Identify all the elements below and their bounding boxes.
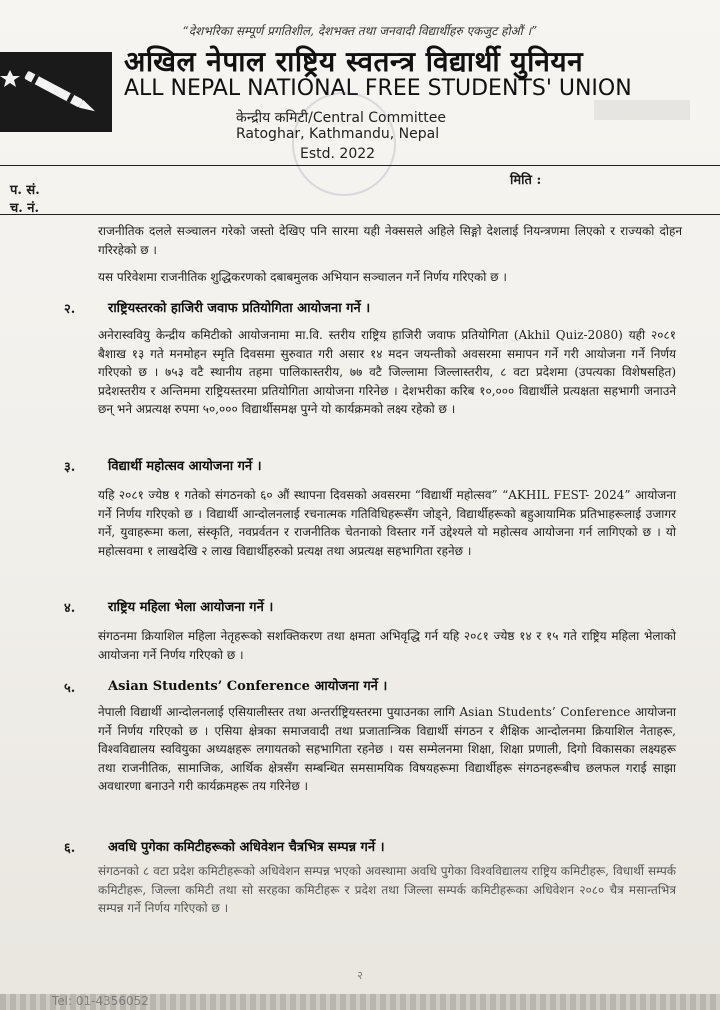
committee-line: केन्द्रीय कमिटी/Central Committee: [236, 110, 446, 126]
org-name-nepali: अखिल नेपाल राष्ट्रिय स्वतन्त्र विद्यार्थी युनियन: [124, 45, 584, 78]
section-number: २.: [64, 302, 76, 317]
header-divider: [0, 165, 720, 166]
date-label: मिति :: [510, 173, 542, 188]
section-heading: राष्ट्रिय महिला भेला आयोजना गर्ने ।: [108, 600, 274, 615]
intro-paragraph: राजनीतिक दलले सञ्चालन गरेको जस्तो देखिए पनि सारमा यही नेक्ससले अहिले सिङ्गो देशलाई नियन्त्रणमा लिएको र राज्यको दोहन गरिरहेको छ ।: [98, 224, 682, 257]
established-line: Estd. 2022: [300, 146, 376, 162]
section-number: ३.: [64, 460, 76, 475]
slogan: “देशभरिका सम्पूर्ण प्रगतिशील, देशभक्त तथा जनवादी विद्यार्थीहरु एकजुट होऔं ।”: [182, 24, 538, 38]
section-number: ५.: [64, 681, 76, 696]
section-heading: राष्ट्रियस्तरको हाजिरी जवाफ प्रतियोगिता आयोजना गर्ने ।: [108, 301, 371, 316]
section-body: संगठनमा क्रियाशिल महिला नेतृहरूको सशक्तिकरण तथा क्षमता अभिवृद्धि गर्न यहि २०८१ ज्येष्ठ १४ र १५ गते राष्ट्रिय महिला भेलाको आयोजना गर्ने निर्णय गरिएको छ ।: [98, 629, 676, 662]
pen-logo-icon: [0, 52, 112, 132]
section-heading: अवधि पुगेका कमिटीहरूको अधिवेशन चैत्रभित्र सम्पन्न गर्ने ।: [108, 840, 385, 855]
section-number: ६.: [64, 841, 76, 856]
page-number: २: [357, 969, 363, 982]
faint-stamp-mark: [594, 100, 690, 120]
section-number: ४.: [64, 601, 76, 616]
section-body: यहि २०८१ ज्येष्ठ १ गतेको संगठनको ६० औं स्थापना दिवसको अवसरमा “विद्यार्थी महोत्सव” “AKHIL FEST- 2024” आयोजना गर्ने निर्णय गरिएको छ । विद्यार्थी आन्दोलनलाई रचनात्मक गतिविधिहरूसँग जोड्ने, विद्यार्थीहरूको बहुआयामिक प्रतिभाहरूलाई उजागर गर्ने, युवाहरूमा कला, संस्कृति, नवप्रर्वतन र राजनीतिक चेतनाको विस्तार गर्ने उद्देश्यले यो महोत्सव आयोजना गर्न लागिएको छ । यो महोत्सवमा १ लाखदेखि २ लाख विद्यार्थीहरुको प्रत्यक्ष तथा अप्रत्यक्ष सहभागिता रहनेछ ।: [98, 488, 676, 558]
section-heading: विद्यार्थी महोत्सव आयोजना गर्ने ।: [108, 459, 262, 474]
footer-telephone: Tel: 01-4356052: [52, 994, 149, 1008]
address-line: Ratoghar, Kathmandu, Nepal: [236, 126, 440, 142]
section-body: नेपाली विद्यार्थी आन्दोलनलाई एसियालीस्तर तथा अन्तर्राष्ट्रियस्तरमा पुयाउनका लागि Asian Students’ Conference आयोजना गर्ने निर्णय गरिएको छ । एसिया क्षेत्रका समाजवादी तथा प्रजातान्त्रिक विद्यार्थी संगठन र शैक्षिक आन्दोलनमा क्रियाशिल नेताहरू, विश्वविद्यालय स्ववियुका अध्यक्षहरू लगायतको सहभागिता रहनेछ । यस सम्मेलनमा शिक्षा, शिक्षा प्रणाली, दिगो विकासका लक्ष्यहरू तथा राजनीतिक, सामाजिक, आर्थिक क्षेत्रसँग सम्बन्धित समसामयिक विषयहरूमा विद्यार्थीहरू संगठनहरूबीच छलफल गराई साझा अवधारणा बनाउने गरी कार्यक्रमहरू तय गरिनेछ ।: [98, 705, 676, 793]
reference-label: प. सं.: [10, 183, 40, 198]
ref-divider: [0, 214, 720, 215]
section-heading: Asian Students’ Conference आयोजना गर्ने ।: [108, 679, 388, 694]
section-body: अनेरास्ववियु केन्द्रीय कमिटीको आयोजनामा मा.वि. स्तरीय राष्ट्रिय हाजिरी जवाफ प्रतियोगिता (Akhil Quiz-2080) यही २०८१ बैशाख १३ गते मनमोहन स्मृति दिवसमा सुरुवात गरी असार १४ मदन जयन्तीको अवसरमा समापन गर्ने गरी आयोजना गर्ने निर्णय गरिएको छ । ७५३ वटै स्थानीय तहमा पालिकास्तरीय, ७७ वटै जिल्लामा जिल्लास्तरीय, ८ वटा प्रदेशमा (उपत्यका विशेषसहित) प्रदेशस्तरीय र अन्तिममा राष्ट्रियस्तरमा प्रतियोगिता आयोजना गरिनेछ । देशभरीका करिब १०,००० विद्यार्थीले प्रत्यक्षता सहभागी जनाउने छन् भने अप्रत्यक्ष रुपमा ५०,००० विद्यार्थीसमक्ष पुग्ने यो कार्यक्रमको लक्ष्य रहेको छ ।: [98, 328, 676, 416]
intro-decision: यस परिवेशमा राजनीतिक शुद्धिकरणको दबाबमुलक अभियान सञ्चालन गर्ने निर्णय गरिएको छ ।: [98, 270, 507, 284]
dispatch-label: च. नं.: [10, 201, 40, 216]
section-body: संगठनको ८ वटा प्रदेश कमिटीहरूको अधिवेशन सम्पन्न भएको अवस्थामा अवधि पुगेका विश्वविद्यालय राष्ट्रिय कमिटीहरू, विधार्थी सम्पर्क कमिटीहरू, जिल्ला कमिटी तथा सो सरहका कमिटीहरू र प्रदेश तथा जिल्ला सम्पर्क कमिटीहरूका अधिवेशन २०८० चैत्र मसान्तभित्र सम्पन्न गर्ने निर्णय गरिएको छ ।: [98, 864, 676, 915]
org-name-english: ALL NEPAL NATIONAL FREE STUDENTS' UNION: [124, 76, 632, 101]
